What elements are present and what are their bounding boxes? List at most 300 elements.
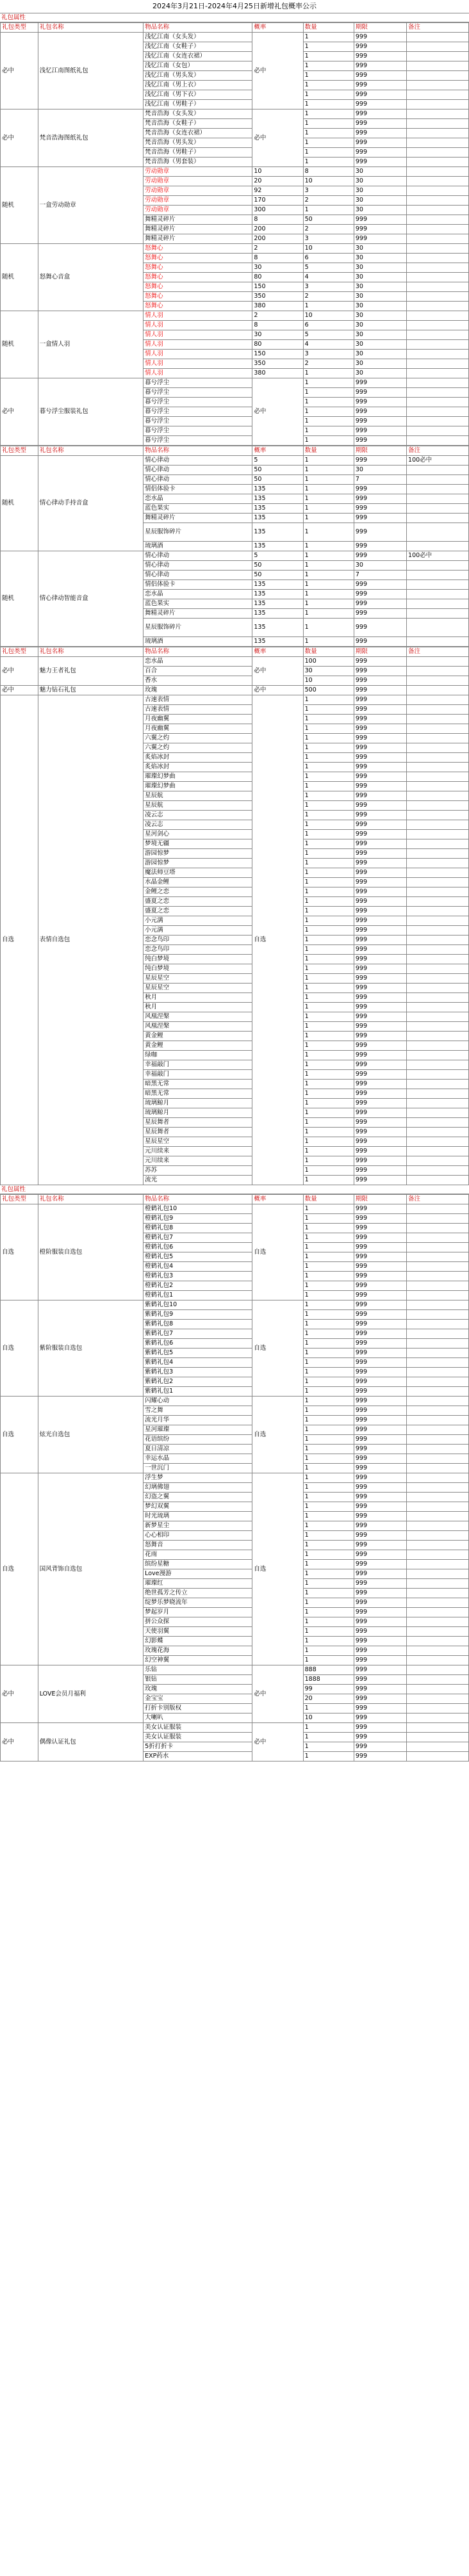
- quantity-cell: 4: [303, 273, 354, 282]
- item-name-cell: 梵音浩海（男鞋子）: [144, 148, 252, 158]
- quantity-cell: 1: [303, 1147, 354, 1156]
- gift-name-cell: 梵音浩海图纸礼包: [38, 109, 143, 167]
- note-cell: [407, 782, 469, 791]
- note-cell: [407, 801, 469, 811]
- item-name-cell: 紫鹤礼包3: [144, 1368, 252, 1377]
- rate-cell: 350: [252, 292, 303, 302]
- rate-cell: 200: [252, 234, 303, 244]
- rate-cell: 300: [252, 206, 303, 215]
- period-cell: 999: [354, 109, 406, 119]
- quantity-cell: 4: [303, 340, 354, 350]
- quantity-cell: 1888: [303, 1675, 354, 1685]
- item-name-cell: 暮兮浮尘: [144, 378, 252, 388]
- note-cell: [407, 1617, 469, 1627]
- note-cell: [407, 724, 469, 734]
- item-name-cell: 元川续来: [144, 1147, 252, 1156]
- period-cell: 999: [354, 215, 406, 225]
- quantity-cell: 1: [303, 1387, 354, 1397]
- period-cell: 30: [354, 466, 406, 475]
- note-cell: [407, 100, 469, 109]
- header-cell: 物品名称: [144, 647, 252, 657]
- quantity-cell: 1: [303, 1060, 354, 1070]
- quantity-cell: 1: [303, 1608, 354, 1617]
- gift-type-cell: 自选: [1, 1397, 38, 1473]
- note-cell: [407, 1646, 469, 1656]
- table-row: [1, 1723, 469, 1733]
- note-cell: [407, 81, 469, 90]
- item-name-cell: 情侣体验卡: [144, 580, 252, 590]
- period-cell: 999: [354, 407, 406, 417]
- quantity-cell: 1: [303, 1214, 354, 1224]
- period-cell: 999: [354, 599, 406, 609]
- quantity-cell: 1: [303, 907, 354, 916]
- item-name-cell: 银钻: [144, 1675, 252, 1685]
- period-cell: 999: [354, 514, 406, 523]
- note-cell: [407, 1416, 469, 1425]
- rate-cell: 10: [252, 167, 303, 177]
- period-cell: 30: [354, 167, 406, 177]
- item-name-cell: 小元满: [144, 926, 252, 936]
- gift-name-cell: 情心律动手持音盒: [38, 456, 143, 551]
- period-cell: 999: [354, 763, 406, 772]
- note-cell: [407, 206, 469, 215]
- period-cell: 999: [354, 523, 406, 542]
- period-cell: 999: [354, 1291, 406, 1300]
- item-name-cell: 星辰星空: [144, 974, 252, 984]
- quantity-cell: 1: [303, 90, 354, 100]
- gift-name-cell: 一盒劳动勋章: [38, 167, 143, 244]
- note-cell: [407, 849, 469, 859]
- period-cell: 999: [354, 1541, 406, 1550]
- rate-cell: 50: [252, 466, 303, 475]
- period-cell: 999: [354, 1464, 406, 1473]
- period-cell: 999: [354, 1493, 406, 1502]
- quantity-cell: 99: [303, 1685, 354, 1694]
- quantity-cell: 1: [303, 1752, 354, 1762]
- period-cell: 999: [354, 1032, 406, 1041]
- item-name-cell: 梵音浩海（男套装）: [144, 158, 252, 167]
- item-name-cell: 金宝宝: [144, 1694, 252, 1704]
- quantity-cell: 1: [303, 1723, 354, 1733]
- period-cell: 999: [354, 1070, 406, 1080]
- header-cell: 礼包名称: [38, 1195, 143, 1204]
- period-cell: 999: [354, 426, 406, 436]
- table-row: [1, 686, 469, 695]
- note-cell: [407, 523, 469, 542]
- note-cell: [407, 321, 469, 330]
- item-name-cell: 浅忆江南（男鞋子）: [144, 100, 252, 109]
- note-cell: [407, 407, 469, 417]
- gift-type-cell: 随机: [1, 167, 38, 244]
- item-name-cell: 紫鹤礼包9: [144, 1310, 252, 1320]
- period-cell: 999: [354, 1128, 406, 1137]
- period-cell: 999: [354, 1156, 406, 1166]
- item-name-cell: 琉璃鲸月: [144, 1108, 252, 1118]
- rate-cell: 350: [252, 359, 303, 369]
- note-cell: [407, 475, 469, 485]
- table-row: [1, 1665, 469, 1675]
- period-cell: 999: [354, 1300, 406, 1310]
- gift-name-cell: 紫阶服装自选包: [38, 1300, 143, 1397]
- item-name-cell: 琉璃鲸月: [144, 1099, 252, 1108]
- note-cell: [407, 1156, 469, 1166]
- item-name-cell: 玫瑰: [144, 1685, 252, 1694]
- quantity-cell: 1: [303, 878, 354, 887]
- item-name-cell: 怒舞心: [144, 244, 252, 254]
- quantity-cell: 1: [303, 637, 354, 647]
- quantity-cell: 1: [303, 1541, 354, 1550]
- quantity-cell: 1: [303, 590, 354, 599]
- quantity-cell: 1: [303, 1281, 354, 1291]
- note-cell: [407, 772, 469, 782]
- rate-cell: 380: [252, 369, 303, 378]
- note-cell: [407, 1118, 469, 1128]
- item-name-cell: 暮兮浮尘: [144, 388, 252, 398]
- quantity-cell: 10: [303, 311, 354, 321]
- item-name-cell: 星河璀璨: [144, 1425, 252, 1435]
- note-cell: [407, 1224, 469, 1233]
- note-cell: [407, 71, 469, 81]
- period-cell: 30: [354, 350, 406, 359]
- period-cell: 999: [354, 1416, 406, 1425]
- rate-cell: 30: [252, 330, 303, 340]
- period-cell: 999: [354, 1118, 406, 1128]
- rate-cell: 135: [252, 485, 303, 494]
- item-name-cell: 橙鹤礼包1: [144, 1291, 252, 1300]
- period-cell: 999: [354, 1598, 406, 1608]
- item-name-cell: 六翼之灼: [144, 743, 252, 753]
- rate-cell: 135: [252, 580, 303, 590]
- period-cell: 999: [354, 1473, 406, 1483]
- quantity-cell: 1: [303, 926, 354, 936]
- quantity-cell: 1: [303, 456, 354, 466]
- item-name-cell: 花语缤纷: [144, 1435, 252, 1445]
- period-cell: 999: [354, 1589, 406, 1598]
- rate-cell: 必中: [252, 378, 303, 446]
- header-row: [1, 23, 469, 33]
- period-cell: 999: [354, 42, 406, 52]
- item-name-cell: 琉璃酒: [144, 542, 252, 551]
- gift-name-cell: 怒舞心音盒: [38, 244, 143, 311]
- note-cell: [407, 1502, 469, 1512]
- period-cell: 30: [354, 206, 406, 215]
- period-cell: 999: [354, 1733, 406, 1742]
- header-cell: 备注: [407, 446, 469, 456]
- header-cell: 期限: [354, 23, 406, 33]
- quantity-cell: 1: [303, 1252, 354, 1262]
- note-cell: [407, 1464, 469, 1473]
- quantity-cell: 1: [303, 514, 354, 523]
- item-name-cell: 月夜幽翼: [144, 724, 252, 734]
- quantity-cell: 1: [303, 1358, 354, 1368]
- item-name-cell: 幻璃佛翅: [144, 1483, 252, 1493]
- item-name-cell: 舞精灵碎片: [144, 234, 252, 244]
- quantity-cell: 1: [303, 1483, 354, 1493]
- item-name-cell: 璀璨幻梦曲: [144, 772, 252, 782]
- period-cell: 999: [354, 1310, 406, 1320]
- quantity-cell: 1: [303, 695, 354, 705]
- quantity-cell: 2: [303, 196, 354, 206]
- gift-type-cell: 必中: [1, 378, 38, 446]
- note-cell: [407, 1752, 469, 1762]
- note-cell: [407, 504, 469, 514]
- item-name-cell: 梵音浩海（女头发）: [144, 109, 252, 119]
- quantity-cell: 1: [303, 811, 354, 820]
- quantity-cell: 1: [303, 1339, 354, 1349]
- item-name-cell: 紫鹤礼包10: [144, 1300, 252, 1310]
- note-cell: [407, 984, 469, 993]
- note-cell: [407, 1041, 469, 1051]
- note-cell: [407, 426, 469, 436]
- period-cell: 30: [354, 177, 406, 186]
- note-cell: [407, 273, 469, 282]
- quantity-cell: 1: [303, 1041, 354, 1051]
- item-name-cell: 情人羽: [144, 340, 252, 350]
- rate-cell: 135: [252, 599, 303, 609]
- period-cell: 999: [354, 1656, 406, 1665]
- gift-name-cell: 暮兮浮尘服装礼包: [38, 378, 143, 446]
- period-cell: 999: [354, 1108, 406, 1118]
- note-cell: [407, 1329, 469, 1339]
- note-cell: [407, 926, 469, 936]
- quantity-cell: 10: [303, 1713, 354, 1723]
- rate-cell: 150: [252, 350, 303, 359]
- item-name-cell: 蓝色果实: [144, 504, 252, 514]
- note-cell: [407, 916, 469, 926]
- gift-type-cell: 必中: [1, 657, 38, 686]
- item-name-cell: 璀璨幻梦曲: [144, 782, 252, 791]
- header-cell: 数量: [303, 1195, 354, 1204]
- quantity-cell: 1: [303, 619, 354, 637]
- period-cell: 999: [354, 542, 406, 551]
- note-cell: [407, 1032, 469, 1041]
- item-name-cell: 怒舞心: [144, 254, 252, 263]
- rate-cell: 30: [252, 263, 303, 273]
- quantity-cell: 1: [303, 1118, 354, 1128]
- quantity-cell: 1: [303, 1493, 354, 1502]
- period-cell: 999: [354, 1022, 406, 1032]
- header-cell: 礼包名称: [38, 647, 143, 657]
- period-cell: 999: [354, 897, 406, 907]
- item-name-cell: 流光: [144, 1176, 252, 1185]
- item-name-cell: 凌云志: [144, 820, 252, 830]
- quantity-cell: 1: [303, 1022, 354, 1032]
- rate-cell: 8: [252, 321, 303, 330]
- period-cell: 999: [354, 1080, 406, 1089]
- note-cell: [407, 1339, 469, 1349]
- item-name-cell: 游园惊梦: [144, 859, 252, 868]
- rate-cell: 135: [252, 590, 303, 599]
- period-cell: 999: [354, 1262, 406, 1272]
- gift-name-cell: 偶像认证礼包: [38, 1723, 143, 1762]
- item-name-cell: 花雨: [144, 1550, 252, 1560]
- item-name-cell: 星辰舞者: [144, 1118, 252, 1128]
- item-name-cell: 橙鹤礼包10: [144, 1204, 252, 1214]
- item-name-cell: 玫瑰: [144, 686, 252, 695]
- page-title: 2024年3月21日-2024年4月25日新增礼包概率公示: [0, 0, 469, 13]
- note-cell: [407, 1531, 469, 1541]
- period-cell: 999: [354, 1723, 406, 1733]
- quantity-cell: 1: [303, 1137, 354, 1147]
- rate-cell: 80: [252, 340, 303, 350]
- quantity-cell: 1: [303, 436, 354, 446]
- item-name-cell: 紫鹤礼包1: [144, 1387, 252, 1397]
- item-name-cell: 星辰舞者: [144, 1128, 252, 1137]
- quantity-cell: 1: [303, 551, 354, 561]
- period-cell: 999: [354, 378, 406, 388]
- quantity-cell: 1: [303, 1637, 354, 1646]
- table-row: [1, 33, 469, 42]
- rate-cell: 135: [252, 514, 303, 523]
- note-cell: [407, 186, 469, 196]
- rate-cell: 92: [252, 186, 303, 196]
- period-cell: 30: [354, 186, 406, 196]
- period-cell: 999: [354, 1425, 406, 1435]
- note-cell: [407, 350, 469, 359]
- quantity-cell: 1: [303, 580, 354, 590]
- item-name-cell: 紫鹤礼包2: [144, 1377, 252, 1387]
- period-cell: 999: [354, 1742, 406, 1752]
- gift-type-cell: 随机: [1, 551, 38, 647]
- item-name-cell: 星辰星空: [144, 1137, 252, 1147]
- note-cell: [407, 485, 469, 494]
- item-name-cell: 风凰涅槃: [144, 1022, 252, 1032]
- quantity-cell: 1: [303, 109, 354, 119]
- quantity-cell: 3: [303, 234, 354, 244]
- quantity-cell: 1: [303, 887, 354, 897]
- rate-cell: 2: [252, 311, 303, 321]
- item-name-cell: 凌云志: [144, 811, 252, 820]
- quantity-cell: 1: [303, 302, 354, 311]
- rate-cell: 135: [252, 609, 303, 619]
- quantity-cell: 1: [303, 81, 354, 90]
- quantity-cell: 1: [303, 1742, 354, 1752]
- note-cell: [407, 1243, 469, 1252]
- period-cell: 999: [354, 686, 406, 695]
- period-cell: 999: [354, 801, 406, 811]
- period-cell: 999: [354, 1608, 406, 1617]
- item-name-cell: 拼公众探: [144, 1617, 252, 1627]
- period-cell: 999: [354, 820, 406, 830]
- item-name-cell: 恋水晶: [144, 494, 252, 504]
- item-name-cell: 情人羽: [144, 321, 252, 330]
- period-cell: 999: [354, 1435, 406, 1445]
- period-cell: 999: [354, 1204, 406, 1214]
- note-cell: [407, 1310, 469, 1320]
- period-cell: 999: [354, 1320, 406, 1329]
- period-cell: 999: [354, 1397, 406, 1406]
- item-name-cell: 怒舞心: [144, 292, 252, 302]
- period-cell: 999: [354, 1569, 406, 1579]
- rate-cell: 50: [252, 561, 303, 571]
- item-name-cell: 打折卡别版权: [144, 1704, 252, 1713]
- rate-cell: 135: [252, 637, 303, 647]
- quantity-cell: 1: [303, 1291, 354, 1300]
- note-cell: [407, 1550, 469, 1560]
- item-name-cell: 浅忆江南（男上衣）: [144, 81, 252, 90]
- period-cell: 999: [354, 955, 406, 964]
- period-cell: 30: [354, 282, 406, 292]
- gift-type-cell: 必中: [1, 1723, 38, 1762]
- gift-name-cell: 魅力王者礼包: [38, 657, 143, 686]
- item-name-cell: 5折打折卡: [144, 1742, 252, 1752]
- header-cell: 礼包名称: [38, 446, 143, 456]
- item-name-cell: 暮兮浮尘: [144, 436, 252, 446]
- quantity-cell: 1: [303, 743, 354, 753]
- quantity-cell: 1: [303, 724, 354, 734]
- period-cell: 30: [354, 273, 406, 282]
- quantity-cell: 1: [303, 475, 354, 485]
- quantity-cell: 5: [303, 263, 354, 273]
- quantity-cell: 1: [303, 1012, 354, 1022]
- section-label: 礼包属性: [0, 13, 469, 22]
- item-name-cell: 情心律动: [144, 561, 252, 571]
- period-cell: 30: [354, 330, 406, 340]
- period-cell: 999: [354, 1137, 406, 1147]
- note-cell: [407, 619, 469, 637]
- quantity-cell: 1: [303, 1435, 354, 1445]
- note-cell: [407, 1435, 469, 1445]
- quantity-cell: 3: [303, 350, 354, 359]
- period-cell: 999: [354, 1377, 406, 1387]
- item-name-cell: 闪耀心动: [144, 1397, 252, 1406]
- period-cell: 999: [354, 225, 406, 234]
- period-cell: 999: [354, 657, 406, 667]
- item-name-cell: 劳动勋章: [144, 206, 252, 215]
- item-name-cell: 游园惊梦: [144, 849, 252, 859]
- note-cell: [407, 791, 469, 801]
- quantity-cell: 2: [303, 292, 354, 302]
- quantity-cell: 3: [303, 186, 354, 196]
- quantity-cell: 3: [303, 282, 354, 292]
- quantity-cell: 1: [303, 1349, 354, 1358]
- quantity-cell: 1: [303, 398, 354, 407]
- item-name-cell: 古速表情: [144, 705, 252, 715]
- note-cell: [407, 244, 469, 254]
- period-cell: 999: [354, 1483, 406, 1493]
- note-cell: [407, 263, 469, 273]
- item-name-cell: 梵音浩海（男头发）: [144, 138, 252, 148]
- header-cell: 物品名称: [144, 23, 252, 33]
- period-cell: 999: [354, 1147, 406, 1156]
- quantity-cell: 1: [303, 417, 354, 426]
- period-cell: 999: [354, 1637, 406, 1646]
- note-cell: [407, 753, 469, 763]
- quantity-cell: 1: [303, 542, 354, 551]
- quantity-cell: 1: [303, 1377, 354, 1387]
- item-name-cell: 绽梦乐梦晓流年: [144, 1598, 252, 1608]
- note-cell: [407, 369, 469, 378]
- quantity-cell: 1: [303, 1473, 354, 1483]
- period-cell: 999: [354, 1752, 406, 1762]
- note-cell: [407, 52, 469, 61]
- rate-cell: 必中: [252, 686, 303, 695]
- quantity-cell: 2: [303, 359, 354, 369]
- note-cell: [407, 1358, 469, 1368]
- note-cell: [407, 897, 469, 907]
- rate-cell: 必中: [252, 657, 303, 686]
- period-cell: 999: [354, 33, 406, 42]
- period-cell: 999: [354, 234, 406, 244]
- period-cell: 999: [354, 494, 406, 504]
- quantity-cell: 1: [303, 1598, 354, 1608]
- quantity-cell: 1: [303, 1310, 354, 1320]
- note-cell: [407, 695, 469, 705]
- item-name-cell: 琉璃酒: [144, 637, 252, 647]
- item-name-cell: 月夜幽翼: [144, 715, 252, 724]
- note-cell: [407, 820, 469, 830]
- quantity-cell: 5: [303, 330, 354, 340]
